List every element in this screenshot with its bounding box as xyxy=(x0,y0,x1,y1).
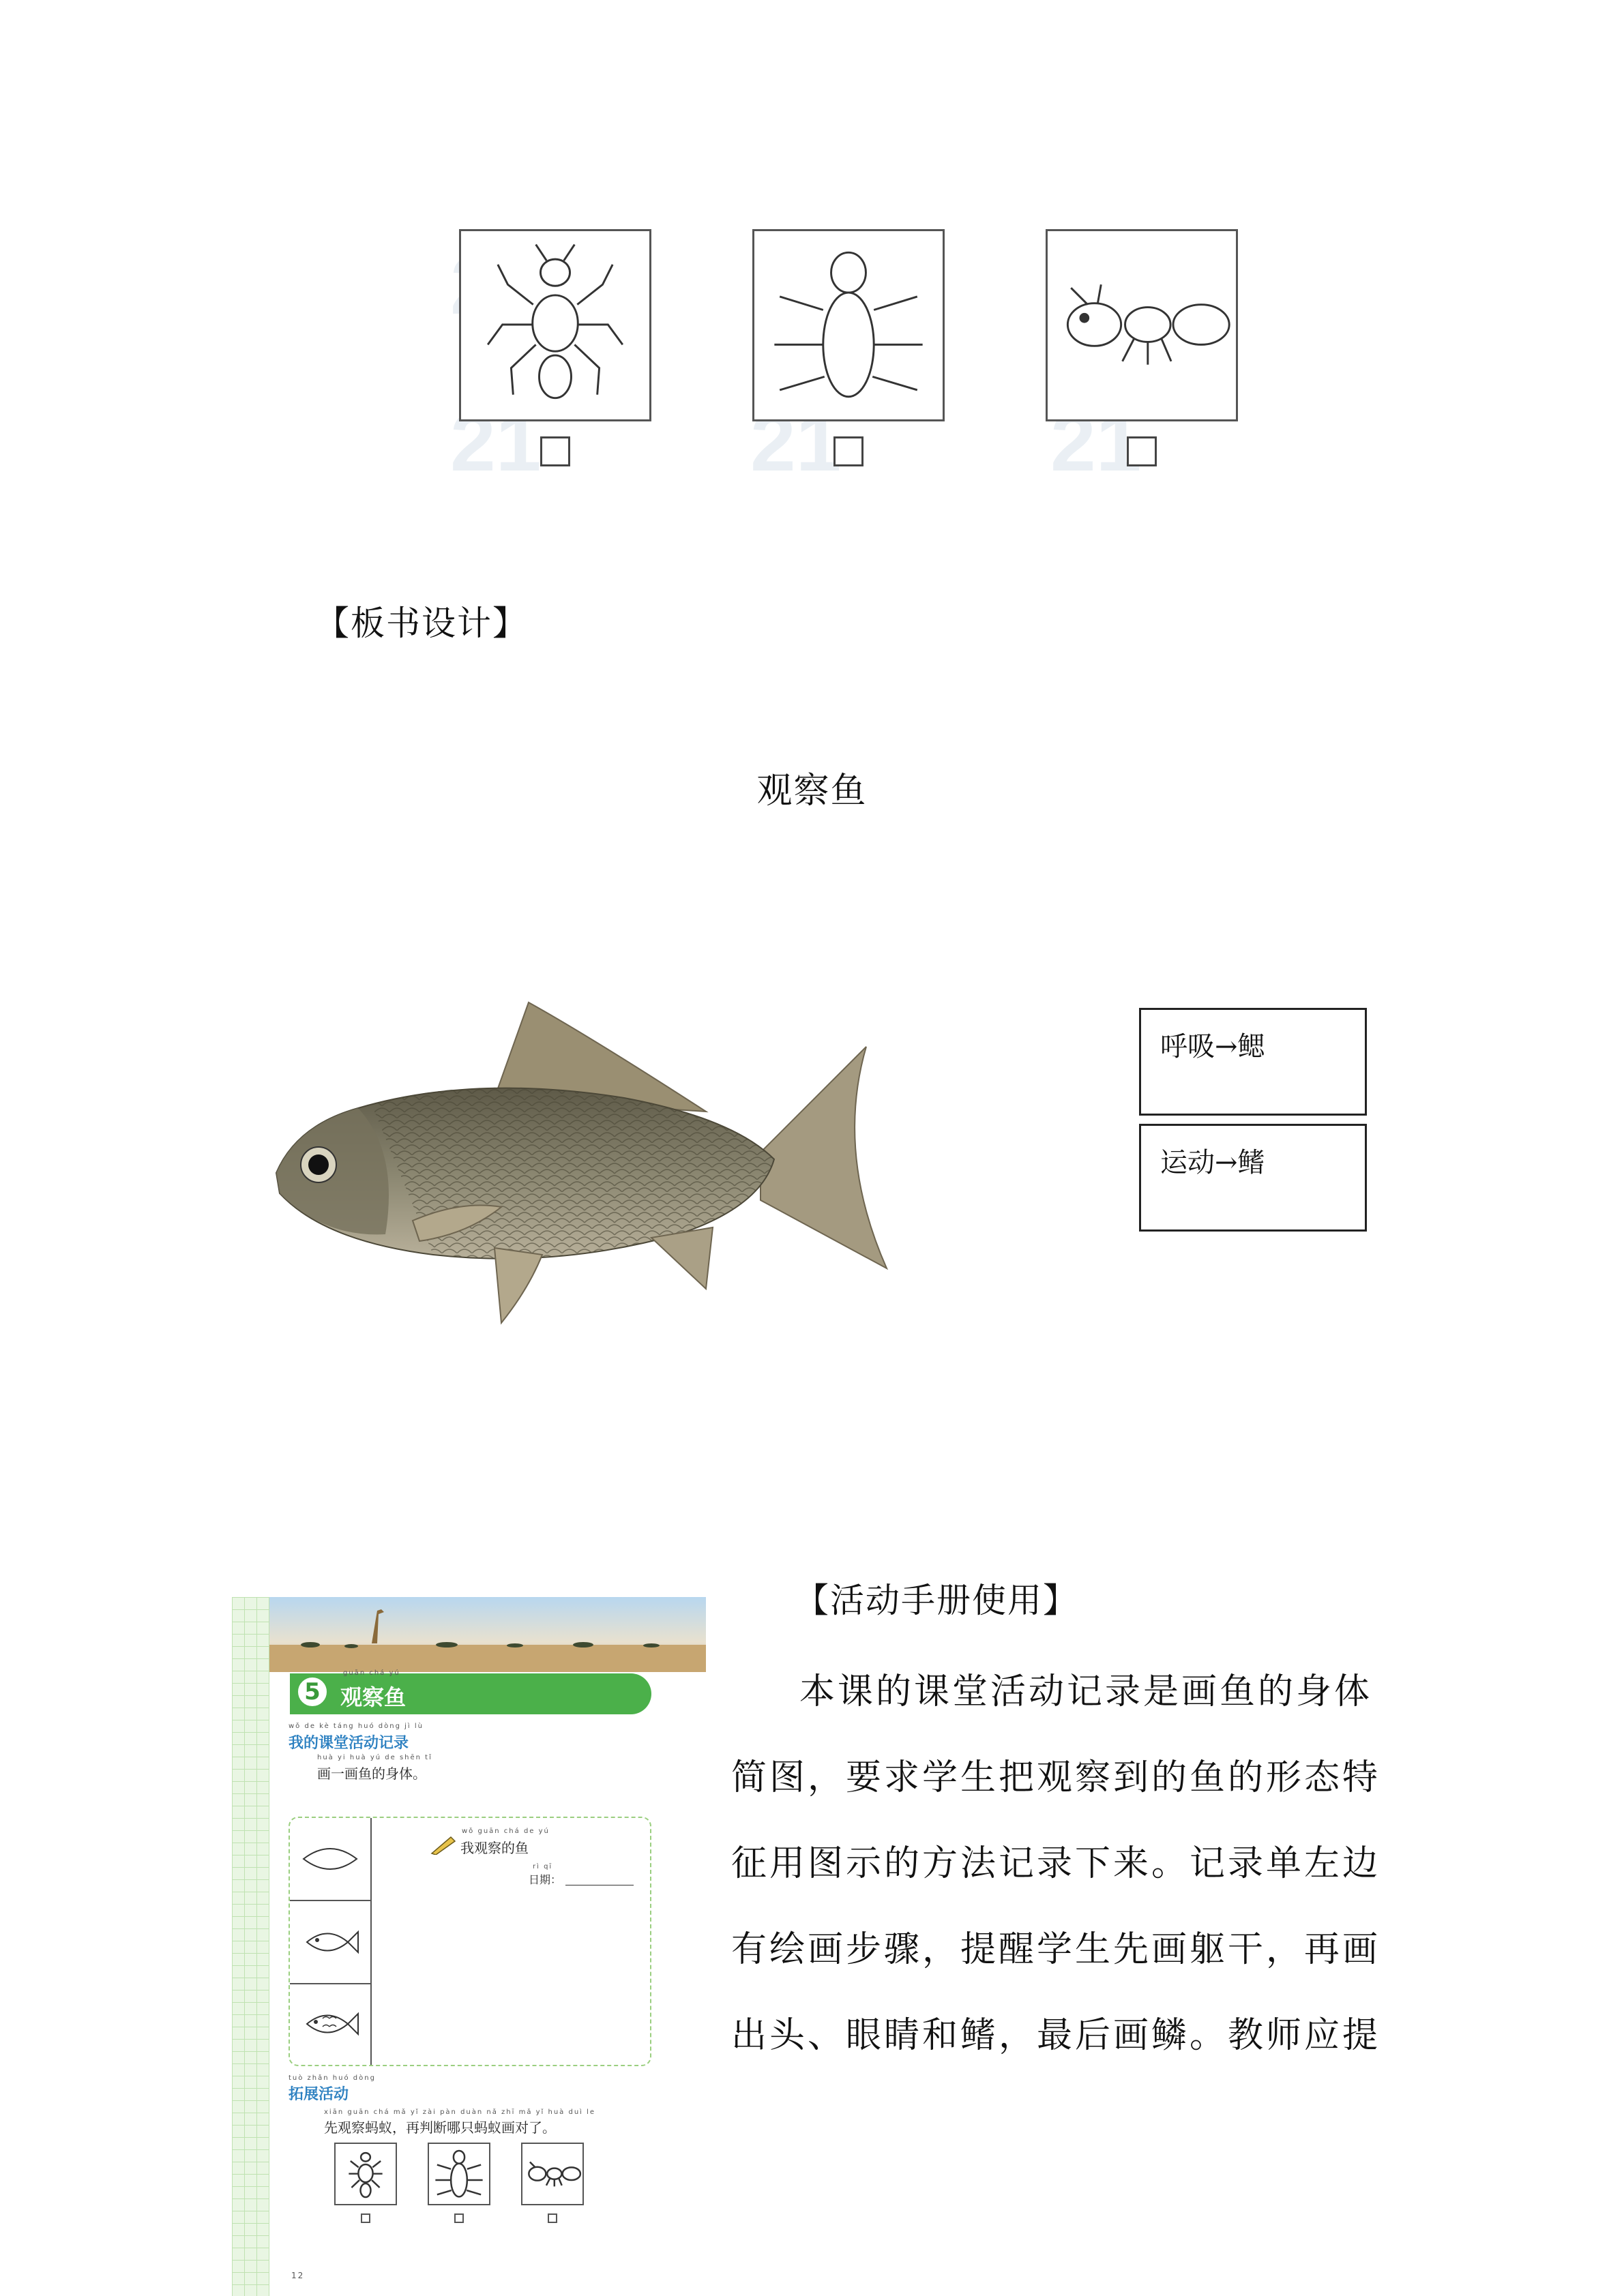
date-pinyin: rì qī xyxy=(533,1863,553,1870)
extend-text: 先观察蚂蚁，再判断哪只蚂蚁画对了。 xyxy=(324,2119,556,2136)
ant-drawing-c xyxy=(1048,231,1236,419)
lesson-number-badge: 5 xyxy=(295,1675,329,1709)
ant-card-a xyxy=(459,229,651,421)
mini-ant-card-a xyxy=(334,2143,397,2205)
ant-card-b xyxy=(752,229,945,421)
svg-text:21: 21 xyxy=(1050,397,1142,484)
instruction-text: 画一画鱼的身体。 xyxy=(317,1765,426,1782)
board-title: 观察鱼 xyxy=(756,771,868,811)
extend-text-pinyin: xiān guān chá mǎ yǐ zài pàn duàn nǎ zhī mǎ yǐ huà duì le xyxy=(324,2108,596,2116)
mini-ant-card-c xyxy=(521,2143,584,2205)
instruction-pinyin: huà yi huà yú de shēn tǐ xyxy=(317,1754,432,1761)
drawing-record-frame xyxy=(289,1817,651,2066)
ant-drawing-a xyxy=(461,231,649,419)
label-move-fins: 运动→鳍 xyxy=(1139,1124,1367,1232)
ant-checkbox-a[interactable] xyxy=(540,436,570,466)
record-pinyin: wǒ de kè táng huó dòng jì lù xyxy=(289,1723,424,1730)
extend-heading: 拓展活动 xyxy=(289,2086,349,2103)
ant-checkbox-c[interactable] xyxy=(1127,436,1157,466)
mini-checkbox-c[interactable] xyxy=(548,2213,557,2223)
workbook-page xyxy=(232,1597,706,2296)
workbook-page-number: 12 xyxy=(291,2271,305,2280)
savanna-banner xyxy=(269,1597,706,1672)
title-pinyin: guān chá yú xyxy=(343,1669,400,1677)
mini-ant-card-b xyxy=(428,2143,490,2205)
svg-text:21: 21 xyxy=(750,397,842,484)
pencil-icon xyxy=(430,1834,458,1855)
mini-checkbox-b[interactable] xyxy=(454,2213,464,2223)
ant-drawing-b xyxy=(754,231,943,419)
manual-heading: 【活动手册使用】 xyxy=(795,1581,1078,1620)
mini-checkbox-a[interactable] xyxy=(361,2213,370,2223)
ant-card-c xyxy=(1046,229,1238,421)
workbook-sheet xyxy=(269,1597,706,2296)
svg-text:21: 21 xyxy=(450,397,542,484)
fish-illustration xyxy=(269,996,890,1337)
giraffe-landscape xyxy=(269,1597,706,1672)
manual-paragraph: 本课的课堂活动记录是画鱼的身体简图，要求学生把观察到的鱼的形态特征用图示的方法记录下来。记录单左边有绘画步骤，提醒学生先画躯干，再画出头、眼睛和鳍，最后画鳞。教师应提 xyxy=(731,1671,1381,2056)
date-label: 日期： xyxy=(529,1873,562,1886)
lesson-title: 观察鱼 xyxy=(340,1684,407,1710)
step-head-fins xyxy=(290,1901,372,1984)
extend-pinyin: tuò zhǎn huó dòng xyxy=(289,2074,376,2082)
record-heading: 我的课堂活动记录 xyxy=(289,1735,409,1752)
label-breathe-gills: 呼吸→鳃 xyxy=(1139,1008,1367,1116)
step-body-outline xyxy=(290,1818,372,1901)
board-design-heading: 【板书设计】 xyxy=(315,603,528,643)
observed-fish-label: 我观察的鱼 xyxy=(460,1840,529,1856)
observed-pinyin: wǒ guān chá de yú xyxy=(462,1828,550,1835)
ant-checkbox-b[interactable] xyxy=(833,436,863,466)
step-scales xyxy=(290,1984,372,2065)
